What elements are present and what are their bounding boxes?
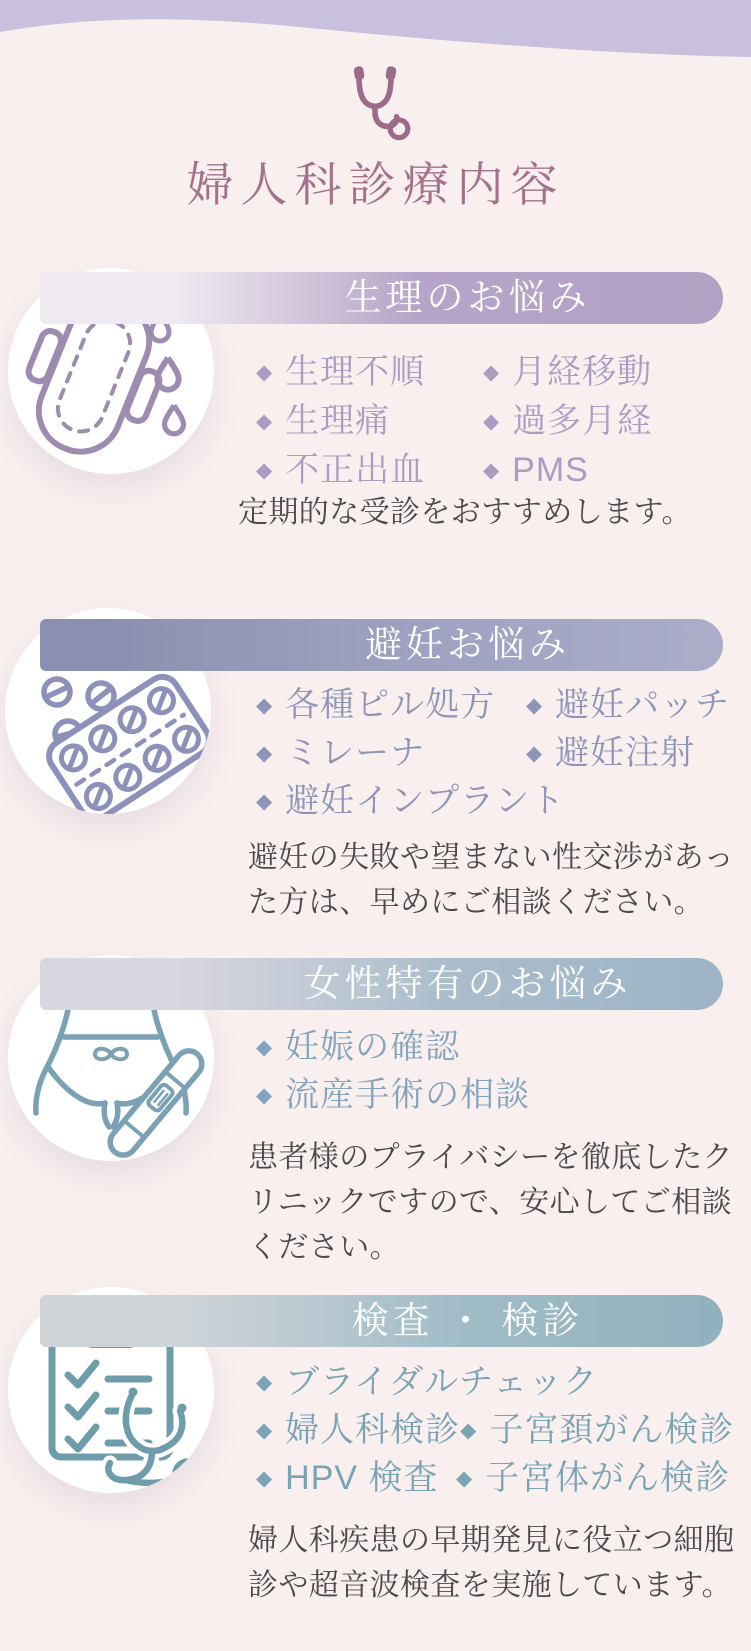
list-row <box>256 781 730 821</box>
list-row <box>256 352 652 392</box>
list-item <box>256 404 483 438</box>
section-heading: 避妊お悩み <box>365 624 570 666</box>
list-row <box>256 401 652 441</box>
list-item <box>256 688 526 722</box>
list-item-label: 避妊注射 <box>555 734 696 772</box>
section-heading: 生理のお悩み <box>344 277 591 319</box>
diamond-bullet-icon: ◆ <box>526 741 543 765</box>
diamond-bullet-icon: ◆ <box>256 1418 273 1442</box>
list-item <box>256 784 565 818</box>
list-item-label: 過多月経 <box>512 402 653 440</box>
diamond-bullet-icon: ◆ <box>256 1035 273 1059</box>
list-row <box>256 1075 530 1115</box>
section-description <box>248 1135 748 1270</box>
diamond-bullet-icon: ◆ <box>256 360 273 384</box>
list-item-label: 避妊パッチ <box>555 686 731 724</box>
description-line: ください。 <box>248 1231 400 1264</box>
list-item <box>256 1413 460 1447</box>
list-item-label: 避妊インプラント <box>285 782 566 820</box>
list-row <box>256 685 730 725</box>
list-item-label: HPV 検査 <box>285 1459 439 1497</box>
diamond-bullet-icon: ◆ <box>483 409 500 433</box>
list-item <box>483 404 652 438</box>
section-banner <box>40 1295 723 1347</box>
diamond-bullet-icon: ◆ <box>256 1370 273 1394</box>
list-item <box>526 736 695 770</box>
top-wave-shape <box>0 0 751 57</box>
list-item <box>460 1413 734 1447</box>
list-item <box>256 736 526 770</box>
page-title: 婦人科診療内容 <box>186 160 565 212</box>
list-item-label: 婦人科検診 <box>285 1411 461 1449</box>
section-description <box>238 490 738 535</box>
diamond-bullet-icon: ◆ <box>256 789 273 813</box>
stethoscope-icon <box>335 62 415 146</box>
list-item-label: 各種ピル処方 <box>285 686 496 724</box>
list-item-label: 流産手術の相談 <box>285 1076 531 1114</box>
list-item-label: ブライダルチェック <box>285 1363 599 1401</box>
list-item <box>256 453 483 487</box>
diamond-bullet-icon: ◆ <box>256 1466 273 1490</box>
list-item-label: ミレーナ <box>285 734 426 772</box>
list-item-label: 生理痛 <box>285 402 391 440</box>
list-item <box>456 1461 730 1495</box>
list-row <box>256 1027 530 1067</box>
list-item <box>483 355 652 389</box>
section-description <box>248 1518 748 1608</box>
bow <box>95 1049 127 1060</box>
diamond-bullet-icon: ◆ <box>256 458 273 482</box>
blood-drops-icon <box>151 314 183 434</box>
section-heading: 検査 ・ 検診 <box>351 1300 584 1342</box>
earpiece <box>353 66 364 81</box>
list-item-label: 子宮頚がん検診 <box>489 1411 735 1449</box>
earpiece <box>385 66 396 81</box>
diamond-bullet-icon: ◆ <box>256 409 273 433</box>
section-list <box>256 685 730 829</box>
description-line: 患者様のプライバシーを徹底したク <box>248 1141 733 1174</box>
section-banner <box>40 619 723 671</box>
diamond-bullet-icon: ◆ <box>256 693 273 717</box>
description-line: 避妊の失敗や望まない性交渉があっ <box>248 841 735 874</box>
diamond-bullet-icon: ◆ <box>256 741 273 765</box>
list-item-label: 不正出血 <box>285 451 426 489</box>
list-item <box>256 1078 530 1112</box>
diamond-bullet-icon: ◆ <box>256 1083 273 1107</box>
description-line: 定期的な受診をおすすめします。 <box>238 496 692 529</box>
section-list <box>256 1027 530 1123</box>
list-item <box>256 355 483 389</box>
list-item <box>256 1030 460 1064</box>
list-item-label: 月経移動 <box>512 353 653 391</box>
diamond-bullet-icon: ◆ <box>483 360 500 384</box>
description-line: た方は、早めにご相談ください。 <box>248 886 704 919</box>
description-line: 診や超音波検査を実施しています。 <box>248 1569 732 1602</box>
list-row <box>256 1410 734 1450</box>
section-banner <box>40 272 723 324</box>
diamond-bullet-icon: ◆ <box>526 693 543 717</box>
list-row <box>256 733 730 773</box>
list-row <box>256 1458 734 1498</box>
diamond-bullet-icon: ◆ <box>483 458 500 482</box>
list-item-label: 子宮体がん検診 <box>485 1459 731 1497</box>
diamond-bullet-icon: ◆ <box>460 1418 477 1442</box>
list-item <box>256 1461 456 1495</box>
list-item-label: 生理不順 <box>285 353 426 391</box>
list-item-label: 妊娠の確認 <box>285 1028 461 1066</box>
list-item <box>483 453 589 487</box>
description-line: 婦人科疾患の早期発見に役立つ細胞 <box>248 1524 735 1557</box>
top-wave <box>0 0 751 70</box>
section-banner <box>40 958 723 1010</box>
section-list <box>256 352 652 499</box>
list-row <box>256 1362 734 1402</box>
section-description <box>248 835 748 925</box>
list-item <box>256 1365 598 1399</box>
list-item-label: PMS <box>512 451 589 489</box>
chest-piece <box>390 120 408 138</box>
diamond-bullet-icon: ◆ <box>456 1466 473 1490</box>
description-line: リニックですので、安心してご相談 <box>248 1186 732 1219</box>
section-list <box>256 1362 734 1506</box>
list-item <box>526 688 730 722</box>
list-row <box>256 450 652 490</box>
section-heading: 女性特有のお悩み <box>303 963 632 1005</box>
